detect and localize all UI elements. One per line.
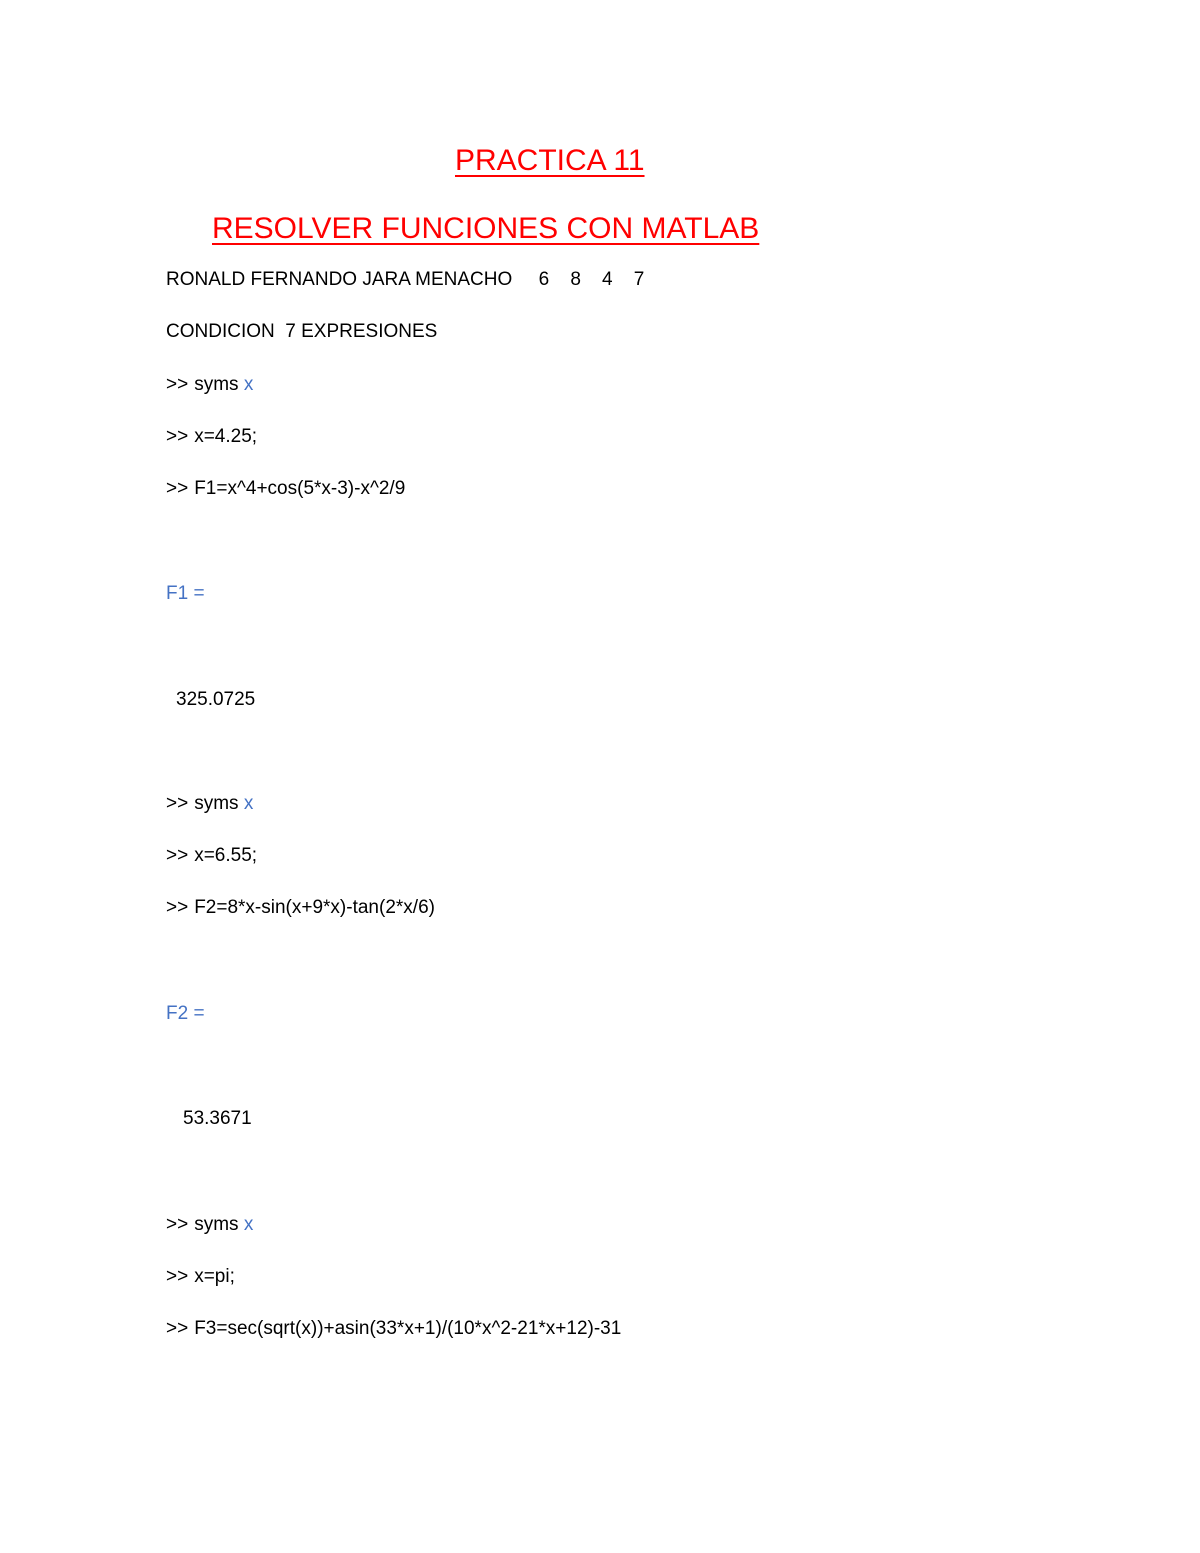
prompt: >>: [166, 374, 189, 395]
assign-command: x=6.55;: [194, 845, 258, 866]
result-label: F2 =: [166, 1003, 205, 1024]
command-line-expression: [166, 1317, 621, 1341]
command-line-syms: [166, 373, 253, 397]
command-line-assign: [166, 1265, 235, 1289]
syms-command: syms: [194, 1214, 239, 1235]
assign-command: x=pi;: [194, 1266, 235, 1287]
syms-variable: x: [243, 793, 254, 814]
expression-command: F3=sec(sqrt(x))+asin(33*x+1)/(10*x^2-21*x+12)-31: [194, 1318, 622, 1339]
prompt: >>: [166, 793, 189, 814]
prompt: >>: [166, 426, 189, 447]
prompt: >>: [166, 897, 189, 918]
command-line-expression: [166, 477, 405, 501]
result-value: 325.0725: [176, 689, 256, 710]
prompt: >>: [166, 1266, 189, 1287]
expression-command: F2=8*x-sin(x+9*x)-tan(2*x/6): [194, 897, 435, 918]
prompt: >>: [166, 1214, 189, 1235]
result-value: 53.3671: [183, 1108, 252, 1129]
command-line-syms: [166, 1213, 253, 1237]
command-line-assign: [166, 425, 257, 449]
syms-variable: x: [243, 374, 254, 395]
command-line-syms: [166, 792, 253, 816]
page-subtitle: RESOLVER FUNCIONES CON MATLAB: [212, 212, 760, 245]
prompt: >>: [166, 478, 189, 499]
syms-variable: x: [243, 1214, 254, 1235]
author-line: RONALD FERNANDO JARA MENACHO 6 8 4 7: [166, 269, 645, 290]
result-label: F1 =: [166, 583, 205, 604]
syms-command: syms: [194, 793, 239, 814]
command-line-assign: [166, 844, 257, 868]
syms-command: syms: [194, 374, 239, 395]
assign-command: x=4.25;: [194, 426, 258, 447]
command-line-expression: [166, 896, 435, 920]
prompt: >>: [166, 845, 189, 866]
prompt: >>: [166, 1318, 189, 1339]
expression-command: F1=x^4+cos(5*x-3)-x^2/9: [194, 478, 406, 499]
condition-line: CONDICION 7 EXPRESIONES: [166, 321, 438, 342]
page-title: PRACTICA 11: [455, 144, 645, 177]
